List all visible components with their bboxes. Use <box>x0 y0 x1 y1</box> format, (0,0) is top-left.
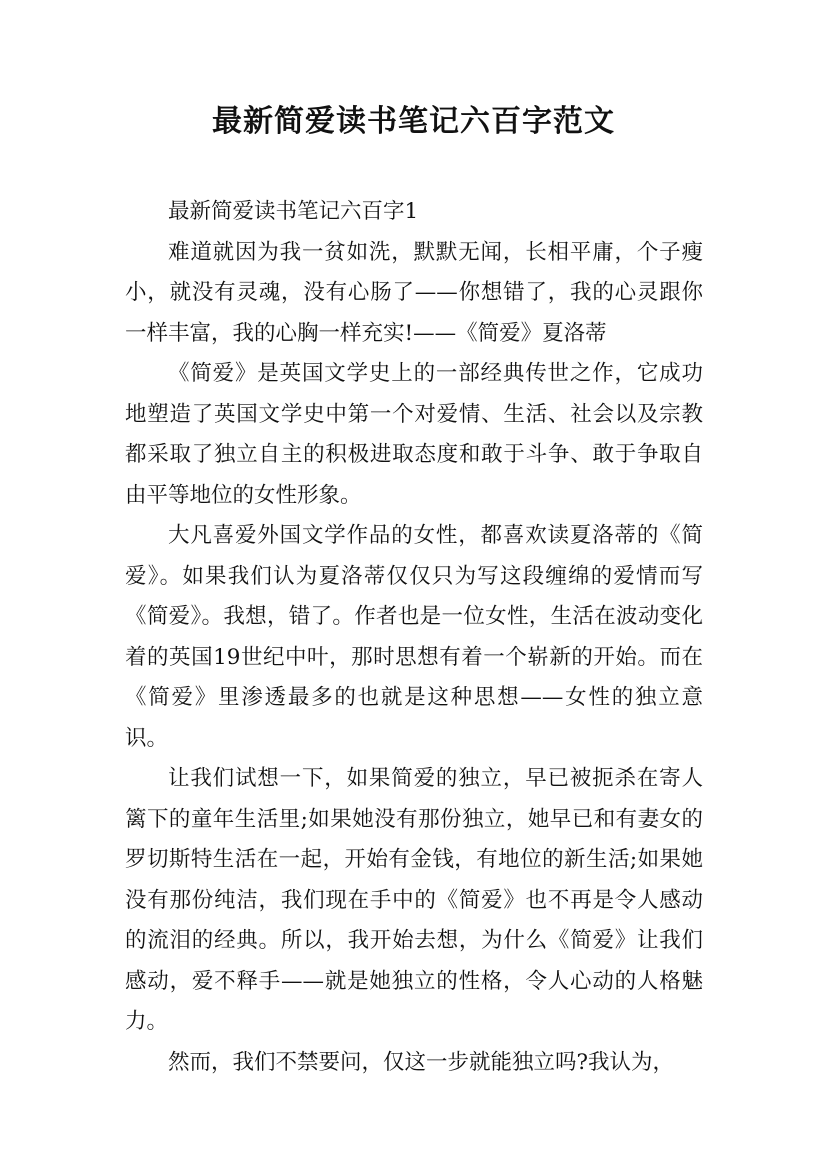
paragraph: 大凡喜爱外国文学作品的女性，都喜欢读夏洛蒂的《简爱》。如果我们认为夏洛蒂仅仅只为写这段缠绵的爱情而写《简爱》。我想，错了。作者也是一位女性，生活在波动变化着的英国19世纪中叶，那时思想有着一个崭新的开始。而在《简爱》里渗透最多的也就是这种思想——女性的独立意识。 <box>125 523 703 751</box>
document-body <box>125 192 703 1083</box>
paragraph: 《简爱》是英国文学史上的一部经典传世之作，它成功地塑造了英国文学史中第一个对爱情、生活、社会以及宗教都采取了独立自主的积极进取态度和敢于斗争、敢于争取自由平等地位的女性形象。 <box>125 361 703 508</box>
paragraph: 然而，我们不禁要问，仅这一步就能独立吗?我认为， <box>168 1049 675 1075</box>
document-title: 最新简爱读书笔记六百字范文 <box>212 104 615 139</box>
paragraph-subtitle: 最新简爱读书笔记六百字1 <box>168 199 419 224</box>
paragraph-quote: 难道就因为我一贫如洗，默默无闻，长相平庸，个子瘦小，就没有灵魂，没有心肠了——你想错了，我的心灵跟你一样丰富，我的心胸一样充实!——《简爱》夏洛蒂 <box>125 239 703 346</box>
paragraph: 让我们试想一下，如果简爱的独立，早已被扼杀在寄人篱下的童年生活里;如果她没有那份独立，她早已和有妻女的罗切斯特生活在一起，开始有金钱，有地位的新生活;如果她没有那份纯洁，我们现在手中的《简爱》也不再是令人感动的流泪的经典。所以，我开始去想，为什么《简爱》让我们感动，爱不释手——就是她独立的性格，令人心动的人格魅力。 <box>125 766 703 1034</box>
